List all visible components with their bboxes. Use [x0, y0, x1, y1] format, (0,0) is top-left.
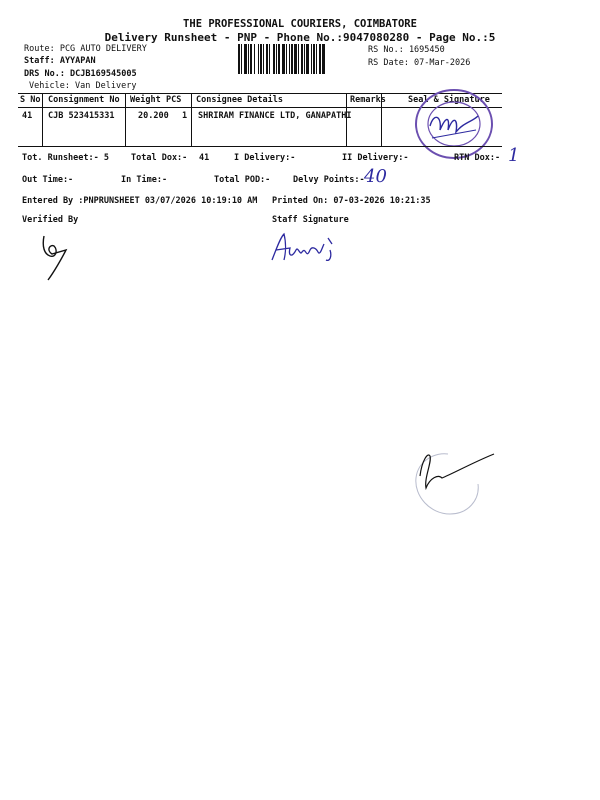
- printed-on: Printed On: 07-03-2026 10:21:35: [272, 196, 431, 206]
- company-title: THE PROFESSIONAL COURIERS, COIMBATORE: [183, 18, 417, 30]
- col-remarks: Remarks: [350, 95, 386, 105]
- staff-label: Staff: AYYAPAN: [24, 56, 96, 66]
- row-weight: 20.200: [138, 111, 169, 121]
- rs-number: RS No.: 1695450: [368, 45, 445, 55]
- drs-number: DRS No.: DCJB169545005: [24, 69, 137, 79]
- table-bottom-rule: [18, 146, 502, 147]
- i-delivery-label: I Delivery:-: [234, 153, 296, 163]
- col-seal: Seal & Signature: [408, 95, 490, 105]
- total-dox-label: Total Dox:-: [131, 153, 188, 163]
- col-pcs: PCS: [166, 95, 182, 105]
- col-weight: Weight: [130, 95, 161, 105]
- row-consignee: SHRIRAM FINANCE LTD, GANAPATHI: [198, 111, 352, 121]
- lower-stamp-scribble-icon: [408, 448, 498, 520]
- rtn-dox-label: RTN Dox:-: [454, 153, 501, 163]
- route-label: Route: PCG AUTO DELIVERY: [24, 44, 147, 54]
- out-time-label: Out Time:-: [22, 175, 74, 185]
- total-pod-label: Total POD:-: [214, 175, 271, 185]
- col-consignee: Consignee Details: [196, 95, 283, 105]
- delivery-points-handwritten: 40: [364, 166, 387, 187]
- col-consignment: Consignment No: [48, 95, 120, 105]
- rs-date: RS Date: 07-Mar-2026: [368, 58, 471, 68]
- staff-signature-label: Staff Signature: [272, 215, 349, 225]
- total-dox-value: 41: [199, 153, 210, 163]
- delivery-points-label: Delvy Points:-: [293, 175, 365, 185]
- barcode-icon: [238, 44, 364, 74]
- row-pcs: 1: [182, 111, 188, 121]
- verifier-signature-icon: [36, 228, 78, 284]
- col-sno: S No: [20, 95, 41, 105]
- runsheet-subtitle: Delivery Runsheet - PNP - Phone No.:9047080280 - Page No.:5: [104, 31, 496, 44]
- verified-by-label: Verified By: [22, 215, 79, 225]
- row-sno: 41: [22, 111, 33, 121]
- row-consignment: CJB 523415331: [48, 111, 115, 121]
- vehicle-label: Vehicle: Van Delivery: [29, 81, 137, 91]
- tot-runsheet: Tot. Runsheet:- 5: [22, 153, 109, 163]
- in-time-label: In Time:-: [121, 175, 168, 185]
- staff-signature-icon: [268, 230, 340, 266]
- rtn-dox-handwritten: 1: [508, 145, 520, 166]
- seal-stamp-icon: [412, 86, 496, 162]
- entered-by: Entered By :PNPRUNSHEET 03/07/2026 10:19:10 AM: [22, 196, 258, 206]
- ii-delivery-label: II Delivery:-: [342, 153, 409, 163]
